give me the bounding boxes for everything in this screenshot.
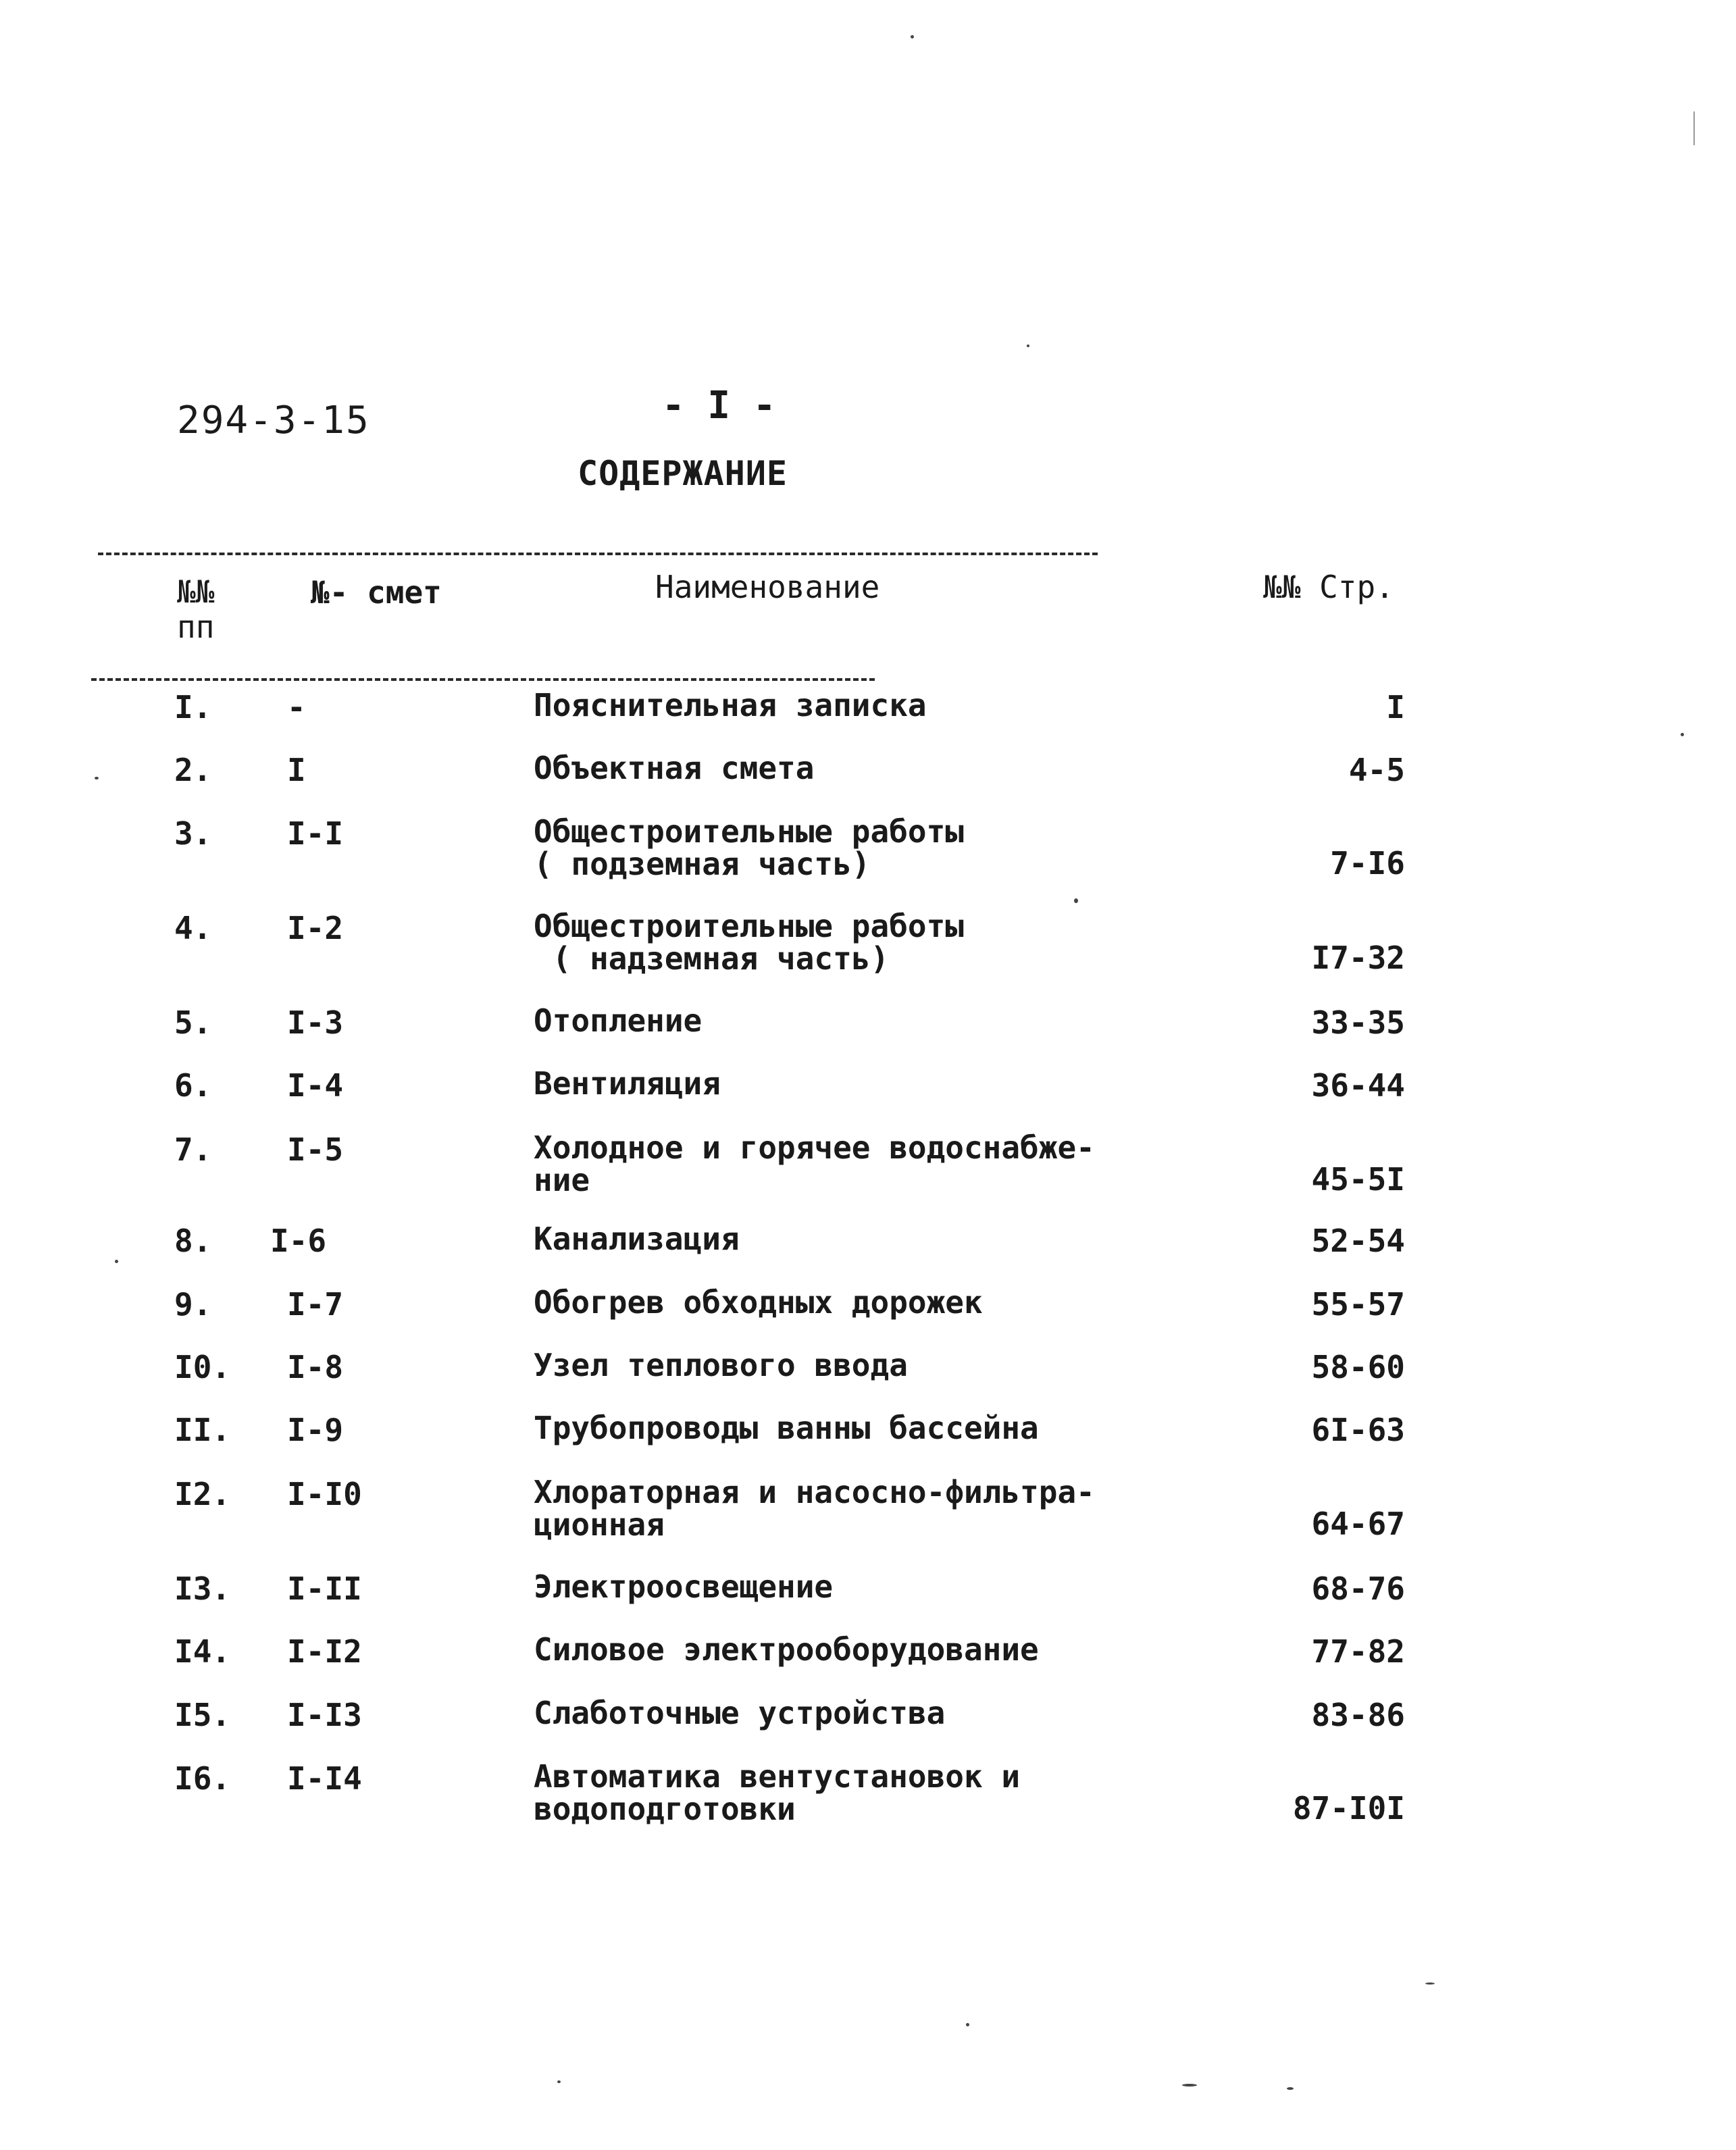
page-number: - I - bbox=[662, 384, 776, 428]
row-number: 5. bbox=[174, 1004, 212, 1041]
row-name-line: Силовое электрооборудование bbox=[534, 1631, 1039, 1668]
row-estimate-number: I-9 bbox=[287, 1412, 344, 1448]
column-header-name: Наименование bbox=[655, 569, 880, 605]
row-number: 9. bbox=[174, 1286, 212, 1323]
row-number: I0. bbox=[174, 1349, 231, 1385]
row-number: I6. bbox=[174, 1760, 231, 1797]
row-name-line: ( подземная часть) bbox=[534, 846, 871, 882]
row-name-line: Электроосвещение bbox=[534, 1568, 834, 1605]
row-name-line: Пояснительная записка bbox=[534, 687, 927, 723]
row-name-line: водоподготовки bbox=[534, 1791, 796, 1827]
row-name bbox=[534, 1067, 1142, 1100]
row-name-line: Узел теплового ввода bbox=[534, 1347, 908, 1383]
scan-speck bbox=[1074, 898, 1078, 903]
row-pages: 64-67 bbox=[1311, 1506, 1405, 1542]
row-number: 6. bbox=[174, 1067, 212, 1104]
row-name bbox=[534, 1570, 1142, 1603]
row-name bbox=[534, 1760, 1142, 1825]
row-estimate-number: I bbox=[287, 752, 306, 788]
row-number: I2. bbox=[174, 1476, 231, 1512]
row-name-line: Вентиляция bbox=[534, 1065, 721, 1102]
row-estimate-number: I-5 bbox=[287, 1131, 344, 1168]
row-pages: 36-44 bbox=[1311, 1067, 1405, 1104]
scan-speck bbox=[1425, 1982, 1435, 1985]
row-name-line: Канализация bbox=[534, 1221, 740, 1257]
row-number: 3. bbox=[174, 815, 212, 852]
row-name-line: Общестроительные работы bbox=[534, 813, 964, 850]
row-estimate-number: I-I2 bbox=[287, 1633, 362, 1670]
row-name bbox=[534, 752, 1142, 784]
row-name-line: Холодное и горячее водоснабже- bbox=[534, 1129, 1095, 1166]
row-estimate-number: I-4 bbox=[287, 1067, 344, 1104]
row-number: 4. bbox=[174, 910, 212, 946]
row-name bbox=[534, 910, 1142, 975]
row-estimate-number: - bbox=[287, 689, 306, 725]
row-number: I4. bbox=[174, 1633, 231, 1670]
row-name bbox=[534, 1412, 1142, 1444]
column-header-number-line2: пп bbox=[177, 609, 215, 645]
row-name bbox=[534, 1349, 1142, 1381]
row-pages: 33-35 bbox=[1311, 1004, 1405, 1041]
scan-speck bbox=[911, 35, 914, 39]
row-pages: 68-76 bbox=[1311, 1570, 1405, 1607]
scan-speck bbox=[115, 1260, 118, 1263]
scan-speck bbox=[1027, 344, 1029, 347]
row-pages: 7-I6 bbox=[1330, 845, 1405, 881]
row-pages: 83-86 bbox=[1311, 1697, 1405, 1733]
row-estimate-number: I-I bbox=[287, 815, 344, 852]
row-estimate-number: I-I3 bbox=[287, 1697, 362, 1733]
scan-speck bbox=[966, 2023, 969, 2026]
row-estimate-number: I-3 bbox=[287, 1004, 344, 1041]
row-pages: 77-82 bbox=[1311, 1633, 1405, 1670]
scan-speck bbox=[1681, 733, 1684, 736]
row-name-line: Отопление bbox=[534, 1002, 703, 1039]
scan-speck bbox=[1182, 2084, 1197, 2087]
row-name bbox=[534, 1697, 1142, 1729]
row-name-line: Автоматика вентустановок и bbox=[534, 1758, 1021, 1795]
page-title: СОДЕРЖАНИЕ bbox=[578, 454, 788, 493]
row-number: II. bbox=[174, 1412, 231, 1448]
row-name-line: Слаботочные устройства bbox=[534, 1695, 946, 1731]
row-name-line: ционная bbox=[534, 1506, 665, 1543]
row-name bbox=[534, 689, 1142, 721]
row-name bbox=[534, 1633, 1142, 1666]
row-number: I5. bbox=[174, 1697, 231, 1733]
row-estimate-number: I-I4 bbox=[287, 1760, 362, 1797]
row-name-line: Хлораторная и насосно-фильтра- bbox=[534, 1474, 1095, 1510]
column-header-estimate: №- смет bbox=[311, 574, 442, 611]
row-name-line: ( надземная часть) bbox=[534, 940, 890, 977]
row-name bbox=[534, 1131, 1142, 1196]
row-number: 8. bbox=[174, 1223, 212, 1259]
row-number: I3. bbox=[174, 1570, 231, 1607]
table-header-rule bbox=[91, 678, 875, 681]
column-header-number-line1: №№ bbox=[177, 573, 215, 610]
row-name-line: ние bbox=[534, 1162, 590, 1198]
row-pages: 58-60 bbox=[1311, 1349, 1405, 1385]
table-top-rule bbox=[98, 553, 1098, 555]
row-estimate-number: I-6 bbox=[270, 1223, 327, 1259]
row-number: I. bbox=[174, 689, 212, 725]
column-header-number bbox=[177, 574, 214, 644]
row-pages: 4-5 bbox=[1348, 752, 1405, 788]
row-estimate-number: I-2 bbox=[287, 910, 344, 946]
row-pages: 45-5I bbox=[1311, 1161, 1405, 1198]
row-name bbox=[534, 1286, 1142, 1319]
row-pages: I7-32 bbox=[1311, 940, 1405, 976]
row-name bbox=[534, 1476, 1142, 1541]
row-estimate-number: I-I0 bbox=[287, 1476, 362, 1512]
document-code: 294-3-15 bbox=[177, 399, 370, 442]
row-name bbox=[534, 815, 1142, 880]
row-estimate-number: I-7 bbox=[287, 1286, 344, 1323]
row-estimate-number: I-II bbox=[287, 1570, 362, 1607]
row-name-line: Общестроительные работы bbox=[534, 908, 964, 944]
row-pages: I bbox=[1386, 689, 1405, 725]
row-name bbox=[534, 1223, 1142, 1255]
column-header-pages: №№ Стр. bbox=[1263, 569, 1394, 605]
row-pages: 87-I0I bbox=[1292, 1790, 1405, 1826]
row-estimate-number: I-8 bbox=[287, 1349, 344, 1385]
row-pages: 55-57 bbox=[1311, 1286, 1405, 1323]
scan-speck bbox=[557, 2080, 561, 2083]
row-name-line: Трубопроводы ванны бассейна bbox=[534, 1410, 1039, 1446]
row-name-line: Объектная смета bbox=[534, 750, 815, 786]
row-number: 7. bbox=[174, 1131, 212, 1168]
row-name bbox=[534, 1004, 1142, 1037]
row-pages: 6I-63 bbox=[1311, 1412, 1405, 1448]
row-number: 2. bbox=[174, 752, 212, 788]
scan-edge-mark bbox=[1693, 111, 1695, 145]
row-pages: 52-54 bbox=[1311, 1223, 1405, 1259]
scan-speck bbox=[1287, 2087, 1294, 2090]
scan-speck bbox=[95, 777, 99, 779]
row-name-line: Обогрев обходных дорожек bbox=[534, 1284, 983, 1321]
